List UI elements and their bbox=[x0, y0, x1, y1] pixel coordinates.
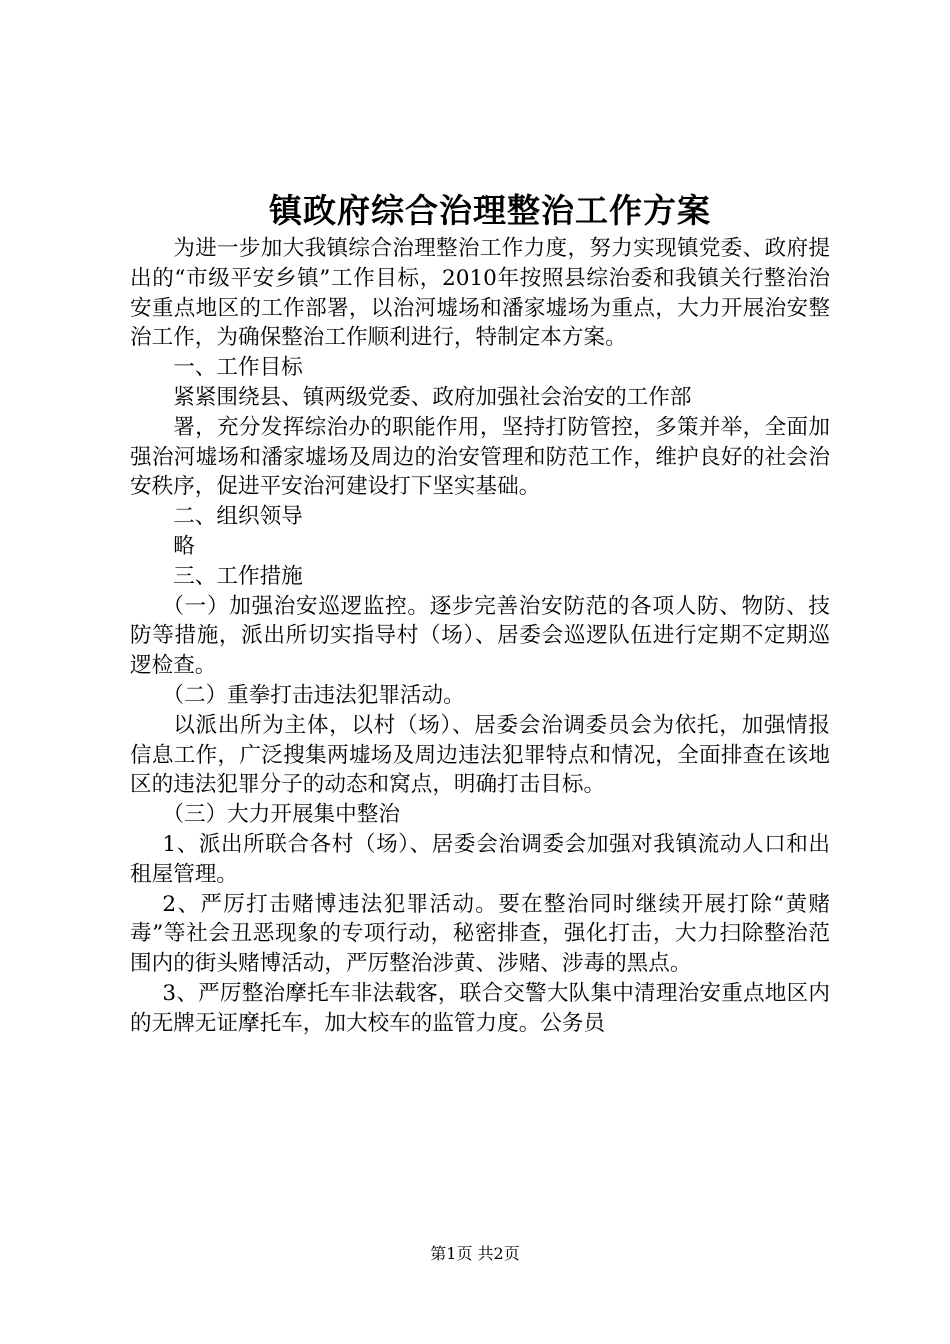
measure-2-heading: （二）重拳打击违法犯罪活动。 bbox=[162, 682, 465, 708]
organization-paragraph: 略 bbox=[173, 533, 195, 559]
measure-3-item-3: 3、严厉整治摩托车非法载客，联合交警大队集中清理治安重点地区内的无牌无证摩托车，加大校车的监管力度。公务员 bbox=[130, 980, 830, 1036]
measure-3-item-1: 1、派出所联合各村（场）、居委会治调委会加强对我镇流动人口和出租屋管理。 bbox=[130, 831, 830, 887]
goals-paragraph-line1: 紧紧围绕县、镇两级党委、政府加强社会治安的工作部 bbox=[173, 384, 692, 410]
goals-paragraph-cont: 署，充分发挥综治办的职能作用，坚持打防管控，多策并举，全面加强治河墟场和潘家墟场及周边的治安管理和防范工作，维护良好的社会治安秩序，促进平安治河建设打下坚实基础。 bbox=[130, 414, 830, 500]
measure-3-heading: （三）大力开展集中整治 bbox=[162, 802, 400, 828]
document-page bbox=[130, 190, 830, 1039]
document-body bbox=[130, 234, 830, 1039]
section-heading-organization: 二、组织领导 bbox=[173, 504, 303, 530]
document-title: 镇政府综合治理整治工作方案 bbox=[269, 191, 711, 230]
section-heading-goals: 一、工作目标 bbox=[173, 355, 303, 381]
measure-1-paragraph: （一）加强治安巡逻监控。逐步完善治安防范的各项人防、物防、技防等措施，派出所切实指导村（场）、居委会巡逻队伍进行定期不定期巡逻检查。 bbox=[130, 593, 830, 679]
intro-paragraph: 为进一步加大我镇综合治理整治工作力度，努力实现镇党委、政府提出的“市级平安乡镇”工作目标，2010年按照县综治委和我镇关行整治治安重点地区的工作部署，以治河墟场和潘家墟场为重点，大力开展治安整治工作，为确保整治工作顺利进行，特制定本方案。 bbox=[130, 236, 830, 351]
measure-3-item-2: 2、严厉打击赌博违法犯罪活动。要在整治同时继续开展打除“黄赌毒”等社会丑恶现象的专项行动，秘密排查，强化打击，大力扫除整治范围内的街头赌博活动，严厉整治涉黄、涉赌、涉毒的黑点。 bbox=[130, 891, 830, 977]
measure-2-paragraph: 以派出所为主体，以村（场）、居委会治调委员会为依托，加强情报信息工作，广泛搜集两墟场及周边违法犯罪特点和情况，全面排查在该地区的违法犯罪分子的动态和窝点，明确打击目标。 bbox=[130, 712, 830, 798]
section-heading-measures: 三、工作措施 bbox=[173, 563, 303, 589]
page-number-footer: 第1页 共2页 bbox=[430, 1244, 520, 1263]
